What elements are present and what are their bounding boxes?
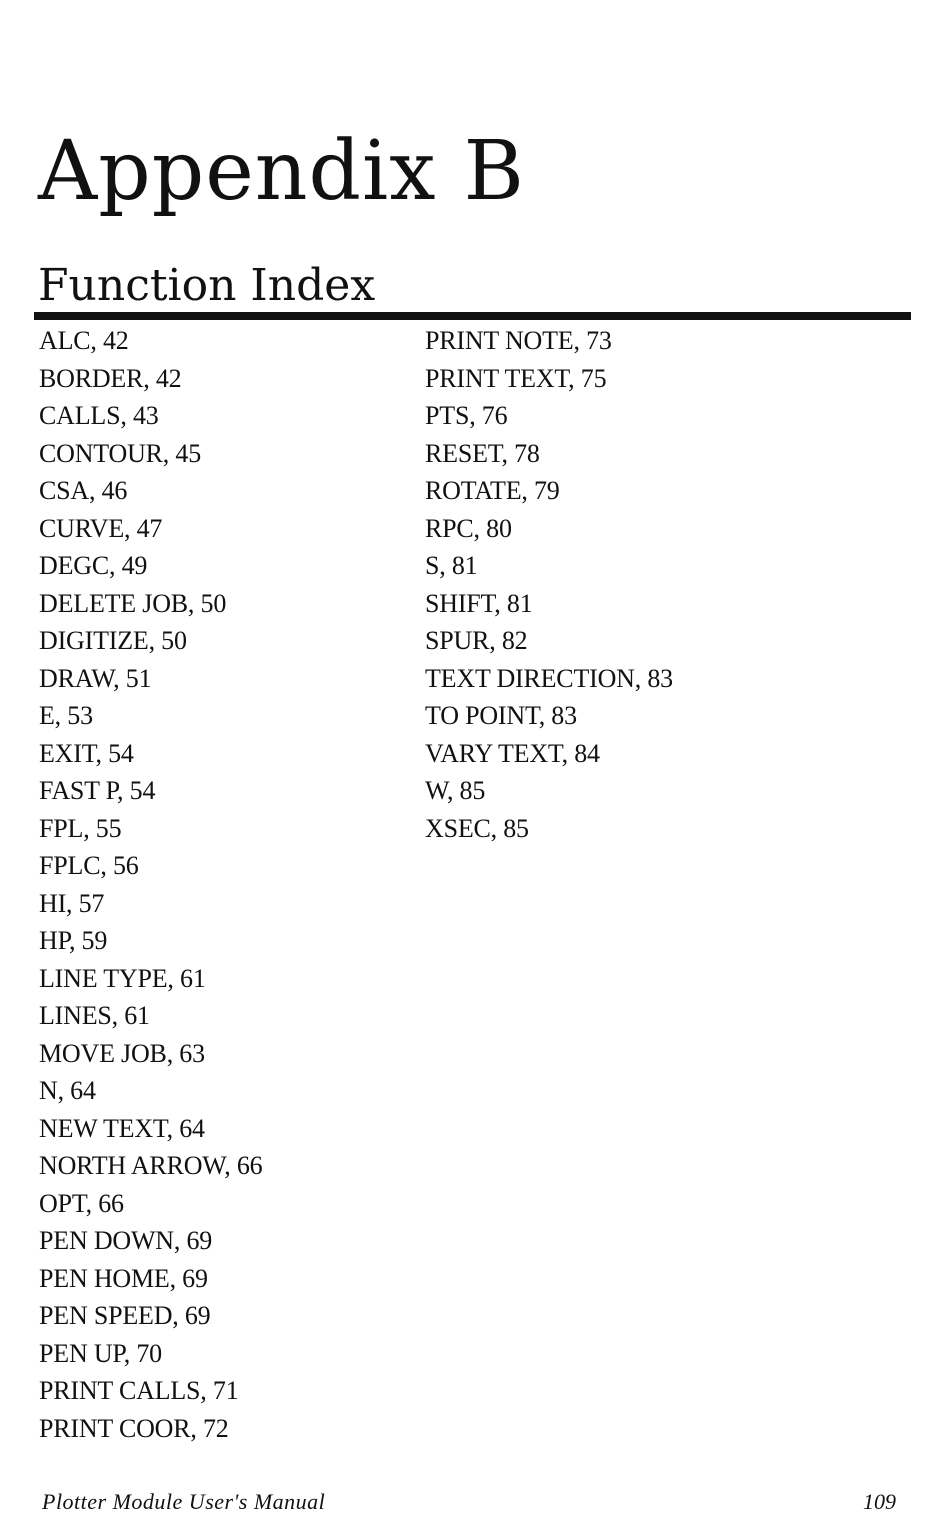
index-entry: OPT, 66 — [39, 1188, 124, 1218]
index-entry: W, 85 — [425, 776, 486, 805]
section-title: Function Index — [38, 260, 376, 311]
index-entry: PRINT CALLS, 71 — [39, 1376, 239, 1405]
index-entry: MOVE JOB, 63 — [39, 1038, 205, 1068]
index-entry: SPUR, 82 — [425, 626, 528, 655]
index-entry: PRINT NOTE, 73 — [425, 326, 612, 355]
index-entry: PRINT TEXT, 75 — [425, 363, 607, 393]
index-entry: EXIT, 54 — [39, 738, 134, 768]
index-entry: PEN HOME, 69 — [39, 1263, 208, 1293]
index-entry: HI, 57 — [39, 888, 105, 918]
index-entry: LINES, 61 — [39, 1001, 150, 1030]
index-entry: NEW TEXT, 64 — [39, 1113, 205, 1143]
index-entry: DIGITIZE, 50 — [39, 626, 187, 655]
title-rule — [34, 312, 911, 320]
index-entry: TO POINT, 83 — [425, 701, 577, 730]
index-entry: RPC, 80 — [425, 513, 512, 543]
index-entry: PEN DOWN, 69 — [39, 1226, 213, 1255]
index-entry: ALC, 42 — [39, 326, 129, 355]
index-entry: NORTH ARROW, 66 — [39, 1151, 263, 1180]
index-entry: ROTATE, 79 — [425, 476, 560, 505]
index-entry: PRINT COOR, 72 — [39, 1413, 229, 1443]
index-entry: N, 64 — [39, 1076, 96, 1105]
footer-page-number: 109 — [863, 1489, 896, 1514]
index-entry: LINE TYPE, 61 — [39, 963, 206, 993]
index-entry: HP, 59 — [39, 926, 108, 955]
index-entry: DEGC, 49 — [39, 551, 148, 580]
index-entry: SHIFT, 81 — [425, 588, 533, 618]
footer-manual-title: Plotter Module User's Manual — [42, 1489, 326, 1514]
index-entry: E, 53 — [39, 701, 93, 730]
index-column-left — [39, 322, 262, 1447]
index-entry: FPLC, 56 — [39, 851, 139, 880]
index-entry: FAST P, 54 — [39, 776, 156, 805]
index-entry: CONTOUR, 45 — [39, 438, 202, 468]
index-entry: PTS, 76 — [425, 401, 508, 430]
index-column-right — [425, 322, 673, 847]
index-entry: PEN UP, 70 — [39, 1338, 162, 1368]
index-entry: CALLS, 43 — [39, 401, 159, 430]
index-entry: FPL, 55 — [39, 813, 122, 843]
index-entry: DRAW, 51 — [39, 663, 152, 693]
index-entry: CURVE, 47 — [39, 513, 163, 543]
index-entry: RESET, 78 — [425, 438, 540, 468]
index-entry: TEXT DIRECTION, 83 — [425, 663, 673, 693]
index-entry: CSA, 46 — [39, 476, 128, 505]
index-entry: S, 81 — [425, 551, 478, 580]
index-entry: BORDER, 42 — [39, 363, 182, 393]
index-entry: PEN SPEED, 69 — [39, 1301, 211, 1330]
index-entry: DELETE JOB, 50 — [39, 588, 227, 618]
index-entry: XSEC, 85 — [425, 813, 529, 843]
index-entry: VARY TEXT, 84 — [425, 738, 600, 768]
appendix-title: Appendix B — [38, 124, 525, 219]
